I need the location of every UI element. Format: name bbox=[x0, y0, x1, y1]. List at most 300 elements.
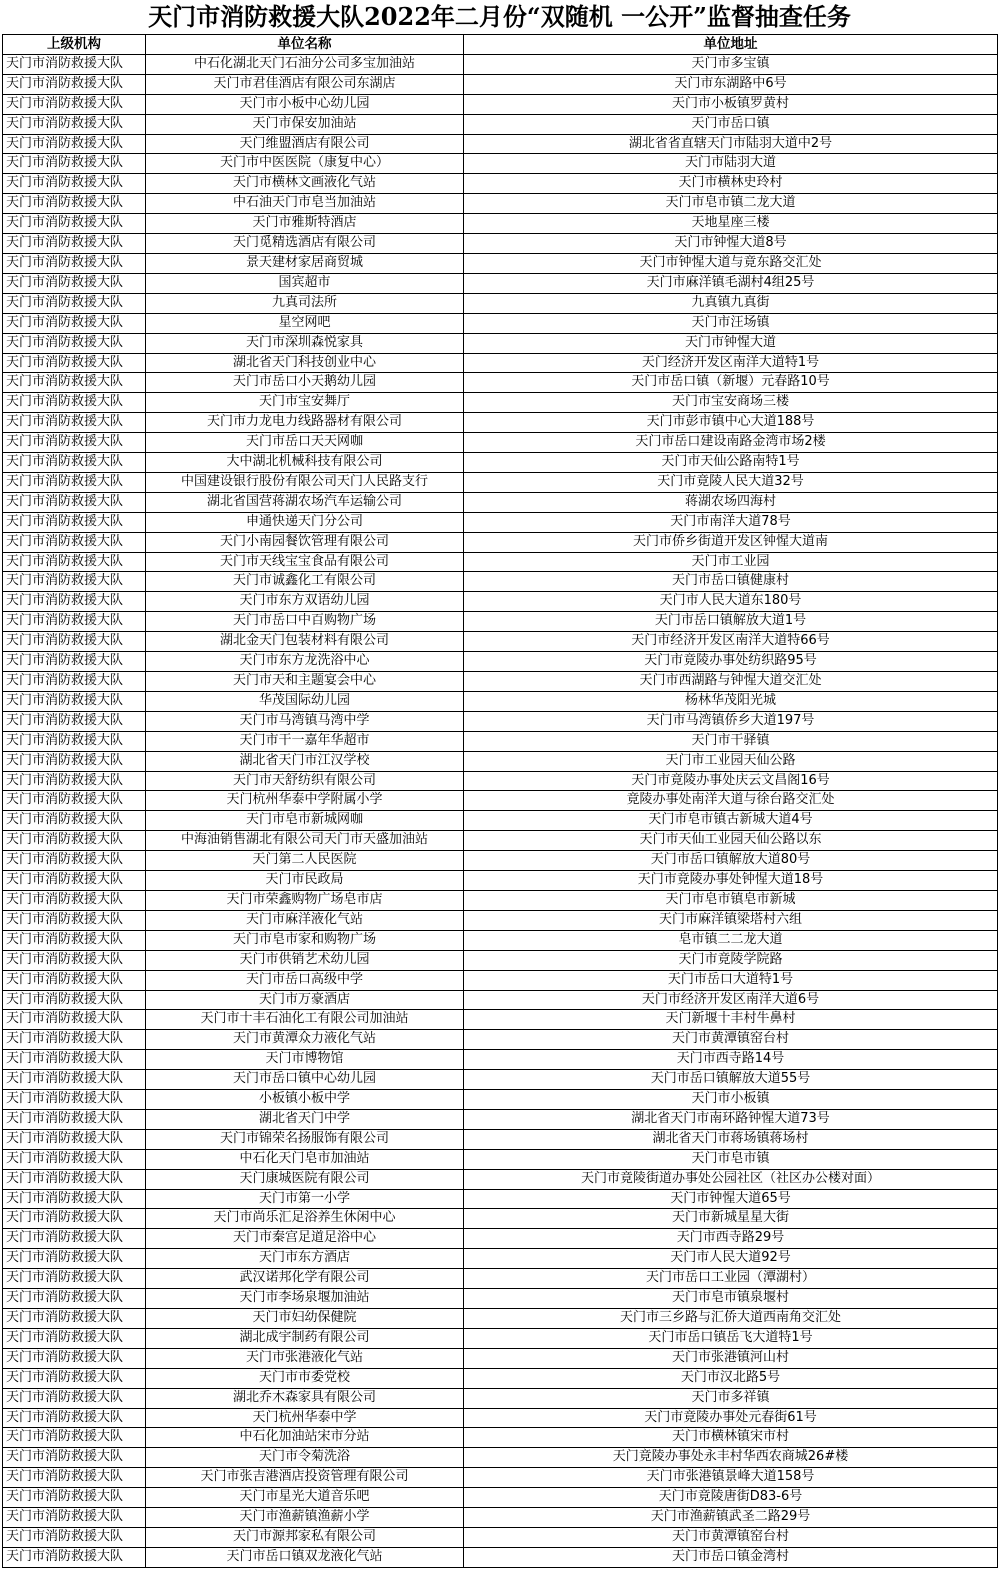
table-row bbox=[3, 930, 998, 950]
cell-parent-org: 天门市消防救援大队 bbox=[3, 532, 146, 552]
cell-unit-name: 天门市岳口天天网咖 bbox=[146, 433, 464, 453]
cell-parent-org: 天门市消防救援大队 bbox=[3, 930, 146, 950]
table-row bbox=[3, 373, 998, 393]
cell-parent-org: 天门市消防救援大队 bbox=[3, 393, 146, 413]
cell-parent-org: 天门市消防救援大队 bbox=[3, 194, 146, 214]
cell-parent-org: 天门市消防救援大队 bbox=[3, 1269, 146, 1289]
cell-unit-address: 天门市小板镇 bbox=[464, 1090, 998, 1110]
table-row bbox=[3, 413, 998, 433]
cell-unit-address: 竟陵办事处南洋大道与徐台路交汇处 bbox=[464, 791, 998, 811]
cell-parent-org: 天门市消防救援大队 bbox=[3, 273, 146, 293]
cell-unit-address: 天门市西寺路14号 bbox=[464, 1050, 998, 1070]
table-row bbox=[3, 1030, 998, 1050]
cell-unit-address: 湖北省天门市南环路钟惺大道73号 bbox=[464, 1109, 998, 1129]
cell-unit-name: 天门市诚鑫化工有限公司 bbox=[146, 572, 464, 592]
table-row bbox=[3, 731, 998, 751]
cell-unit-address: 天门市工业园 bbox=[464, 552, 998, 572]
table-row bbox=[3, 532, 998, 552]
column-header-unit-address: 单位地址 bbox=[464, 35, 998, 55]
cell-unit-name: 天门市尚乐汇足浴养生休闲中心 bbox=[146, 1209, 464, 1229]
cell-unit-name: 天门市保安加油站 bbox=[146, 114, 464, 134]
table-row bbox=[3, 1010, 998, 1030]
table-row bbox=[3, 253, 998, 273]
cell-unit-name: 天门市小板中心幼儿园 bbox=[146, 94, 464, 114]
cell-unit-address: 天门市小板镇罗黄村 bbox=[464, 94, 998, 114]
cell-parent-org: 天门市消防救援大队 bbox=[3, 512, 146, 532]
cell-unit-address: 天门市竟陵办事处纺织路95号 bbox=[464, 652, 998, 672]
table-row bbox=[3, 333, 998, 353]
cell-unit-name: 天门市岳口高级中学 bbox=[146, 970, 464, 990]
column-header-org: 上级机构 bbox=[3, 35, 146, 55]
cell-unit-address: 天门市竟陵办事处元春街61号 bbox=[464, 1408, 998, 1428]
table-row bbox=[3, 1488, 998, 1508]
cell-unit-address: 天门市彭市镇中心大道188号 bbox=[464, 413, 998, 433]
cell-unit-name: 天门市天和主题宴会中心 bbox=[146, 672, 464, 692]
cell-parent-org: 天门市消防救援大队 bbox=[3, 1229, 146, 1249]
table-row bbox=[3, 592, 998, 612]
cell-parent-org: 天门市消防救援大队 bbox=[3, 472, 146, 492]
cell-unit-address: 天地星座三楼 bbox=[464, 214, 998, 234]
cell-parent-org: 天门市消防救援大队 bbox=[3, 592, 146, 612]
cell-unit-name: 天门市市委党校 bbox=[146, 1368, 464, 1388]
cell-unit-address: 天门市三乡路与汇侨大道西南角交汇处 bbox=[464, 1309, 998, 1329]
cell-unit-address: 九真镇九真街 bbox=[464, 293, 998, 313]
cell-unit-address: 天门市钟惺大道 bbox=[464, 333, 998, 353]
cell-parent-org: 天门市消防救援大队 bbox=[3, 174, 146, 194]
table-row bbox=[3, 74, 998, 94]
cell-unit-address: 天门市皂市镇 bbox=[464, 1149, 998, 1169]
cell-unit-address: 天门市岳口镇 bbox=[464, 114, 998, 134]
cell-parent-org: 天门市消防救援大队 bbox=[3, 1169, 146, 1189]
table-row bbox=[3, 751, 998, 771]
table-row bbox=[3, 114, 998, 134]
cell-parent-org: 天门市消防救援大队 bbox=[3, 313, 146, 333]
cell-unit-name: 天门市横林文画液化气站 bbox=[146, 174, 464, 194]
cell-unit-address: 天门市钟惺大道8号 bbox=[464, 234, 998, 254]
table-row bbox=[3, 1368, 998, 1388]
cell-parent-org: 天门市消防救援大队 bbox=[3, 851, 146, 871]
table-row bbox=[3, 1189, 998, 1209]
cell-unit-address: 湖北省天门市蒋场镇蒋场村 bbox=[464, 1129, 998, 1149]
table-row bbox=[3, 492, 998, 512]
cell-unit-name: 天门市岳口小天鹅幼儿园 bbox=[146, 373, 464, 393]
table-row bbox=[3, 293, 998, 313]
cell-unit-address: 天门市钟惺大道与竟东路交汇处 bbox=[464, 253, 998, 273]
cell-parent-org: 天门市消防救援大队 bbox=[3, 1090, 146, 1110]
table-row bbox=[3, 691, 998, 711]
table-row bbox=[3, 831, 998, 851]
cell-unit-name: 国宾超市 bbox=[146, 273, 464, 293]
table-row bbox=[3, 890, 998, 910]
cell-unit-name: 天门市第一小学 bbox=[146, 1189, 464, 1209]
table-row bbox=[3, 214, 998, 234]
cell-parent-org: 天门市消防救援大队 bbox=[3, 1109, 146, 1129]
cell-parent-org: 天门市消防救援大队 bbox=[3, 811, 146, 831]
table-row bbox=[3, 1209, 998, 1229]
cell-parent-org: 天门市消防救援大队 bbox=[3, 691, 146, 711]
cell-unit-address: 天门市新城星星大街 bbox=[464, 1209, 998, 1229]
table-row bbox=[3, 1249, 998, 1269]
table-row bbox=[3, 1309, 998, 1329]
cell-unit-name: 天门市东方龙洗浴中心 bbox=[146, 652, 464, 672]
table-row bbox=[3, 1547, 998, 1567]
cell-parent-org: 天门市消防救援大队 bbox=[3, 134, 146, 154]
cell-parent-org: 天门市消防救援大队 bbox=[3, 114, 146, 134]
cell-parent-org: 天门市消防救援大队 bbox=[3, 413, 146, 433]
cell-unit-address: 天门市岳口建设南路金湾市场2楼 bbox=[464, 433, 998, 453]
table-row bbox=[3, 472, 998, 492]
cell-unit-name: 天门市星光大道音乐吧 bbox=[146, 1488, 464, 1508]
cell-unit-address: 天门市马湾镇侨乡大道197号 bbox=[464, 711, 998, 731]
cell-unit-name: 天门市秦宫足道足浴中心 bbox=[146, 1229, 464, 1249]
cell-unit-address: 天门市竟陵办事处钟惺大道18号 bbox=[464, 871, 998, 891]
cell-unit-address: 天门市岳口镇健康村 bbox=[464, 572, 998, 592]
cell-unit-name: 中国建设银行股份有限公司天门人民路支行 bbox=[146, 472, 464, 492]
cell-parent-org: 天门市消防救援大队 bbox=[3, 1488, 146, 1508]
cell-unit-address: 杨林华茂阳光城 bbox=[464, 691, 998, 711]
table-row bbox=[3, 791, 998, 811]
cell-unit-name: 天门市张港液化气站 bbox=[146, 1348, 464, 1368]
cell-unit-name: 湖北省天门中学 bbox=[146, 1109, 464, 1129]
cell-parent-org: 天门市消防救援大队 bbox=[3, 214, 146, 234]
cell-unit-address: 天门市横林史玲村 bbox=[464, 174, 998, 194]
cell-parent-org: 天门市消防救援大队 bbox=[3, 990, 146, 1010]
cell-unit-address: 天门市竟陵街道办事处公园社区（社区办公楼对面） bbox=[464, 1169, 998, 1189]
cell-parent-org: 天门市消防救援大队 bbox=[3, 373, 146, 393]
inspection-task-table bbox=[2, 34, 998, 1568]
cell-parent-org: 天门市消防救援大队 bbox=[3, 333, 146, 353]
cell-parent-org: 天门市消防救援大队 bbox=[3, 353, 146, 373]
cell-parent-org: 天门市消防救援大队 bbox=[3, 1468, 146, 1488]
cell-parent-org: 天门市消防救援大队 bbox=[3, 1129, 146, 1149]
cell-parent-org: 天门市消防救援大队 bbox=[3, 1309, 146, 1329]
cell-unit-address: 天门市汪场镇 bbox=[464, 313, 998, 333]
cell-unit-name: 天门市十丰石油化工有限公司加油站 bbox=[146, 1010, 464, 1030]
table-row bbox=[3, 1050, 998, 1070]
cell-parent-org: 天门市消防救援大队 bbox=[3, 672, 146, 692]
cell-parent-org: 天门市消防救援大队 bbox=[3, 453, 146, 473]
cell-unit-name: 湖北成宇制药有限公司 bbox=[146, 1328, 464, 1348]
cell-unit-name: 天门市令菊洗浴 bbox=[146, 1448, 464, 1468]
table-row bbox=[3, 1388, 998, 1408]
cell-unit-address: 天门市经济开发区南洋大道6号 bbox=[464, 990, 998, 1010]
cell-unit-address: 天门经济开发区南洋大道特1号 bbox=[464, 353, 998, 373]
cell-unit-address: 天门市人民大道东180号 bbox=[464, 592, 998, 612]
table-row bbox=[3, 1508, 998, 1528]
cell-parent-org: 天门市消防救援大队 bbox=[3, 632, 146, 652]
cell-unit-address: 天门市天仙公路南特1号 bbox=[464, 453, 998, 473]
cell-unit-name: 天门市麻洋液化气站 bbox=[146, 910, 464, 930]
cell-unit-name: 星空网吧 bbox=[146, 313, 464, 333]
table-row bbox=[3, 1269, 998, 1289]
cell-unit-address: 天门市麻洋镇梁塔村六组 bbox=[464, 910, 998, 930]
cell-unit-address: 天门市钟惺大道65号 bbox=[464, 1189, 998, 1209]
cell-parent-org: 天门市消防救援大队 bbox=[3, 234, 146, 254]
cell-parent-org: 天门市消防救援大队 bbox=[3, 1508, 146, 1528]
cell-unit-address: 天门市西湖路与钟惺大道交汇处 bbox=[464, 672, 998, 692]
cell-unit-address: 天门市干驿镇 bbox=[464, 731, 998, 751]
cell-unit-name: 中海油销售湖北有限公司天门市天盛加油站 bbox=[146, 831, 464, 851]
table-row bbox=[3, 771, 998, 791]
cell-unit-address: 天门市陆羽大道 bbox=[464, 154, 998, 174]
cell-parent-org: 天门市消防救援大队 bbox=[3, 1328, 146, 1348]
cell-unit-name: 天门市博物馆 bbox=[146, 1050, 464, 1070]
cell-unit-name: 申通快递天门分公司 bbox=[146, 512, 464, 532]
cell-unit-address: 天门市工业园天仙公路 bbox=[464, 751, 998, 771]
table-row bbox=[3, 1408, 998, 1428]
cell-unit-address: 天门市皂市镇泉堰村 bbox=[464, 1289, 998, 1309]
cell-unit-name: 天门市妇幼保健院 bbox=[146, 1309, 464, 1329]
cell-parent-org: 天门市消防救援大队 bbox=[3, 74, 146, 94]
cell-unit-address: 天门市皂市镇皂市新城 bbox=[464, 890, 998, 910]
cell-parent-org: 天门市消防救援大队 bbox=[3, 791, 146, 811]
table-row bbox=[3, 154, 998, 174]
cell-parent-org: 天门市消防救援大队 bbox=[3, 1348, 146, 1368]
cell-unit-name: 中石化加油站宋市分站 bbox=[146, 1428, 464, 1448]
cell-parent-org: 天门市消防救援大队 bbox=[3, 1368, 146, 1388]
cell-parent-org: 天门市消防救援大队 bbox=[3, 771, 146, 791]
cell-unit-address: 天门市岳口镇金湾村 bbox=[464, 1547, 998, 1567]
cell-parent-org: 天门市消防救援大队 bbox=[3, 94, 146, 114]
cell-unit-name: 湖北乔木森家具有限公司 bbox=[146, 1388, 464, 1408]
table-row bbox=[3, 1169, 998, 1189]
cell-unit-address: 天门市宝安商场三楼 bbox=[464, 393, 998, 413]
cell-unit-address: 天门市岳口镇岳飞大道特1号 bbox=[464, 1328, 998, 1348]
cell-unit-name: 天门市锦荣名扬服饰有限公司 bbox=[146, 1129, 464, 1149]
cell-unit-name: 天门市皂市新城网咖 bbox=[146, 811, 464, 831]
cell-unit-name: 天门维盟酒店有限公司 bbox=[146, 134, 464, 154]
table-row bbox=[3, 1468, 998, 1488]
cell-unit-address: 天门市张港镇河山村 bbox=[464, 1348, 998, 1368]
cell-unit-address: 天门市横林镇宋市村 bbox=[464, 1428, 998, 1448]
table-body bbox=[3, 54, 998, 1567]
cell-unit-name: 天门市荣鑫购物广场皂市店 bbox=[146, 890, 464, 910]
table-row bbox=[3, 174, 998, 194]
table-row bbox=[3, 1348, 998, 1368]
cell-unit-address: 天门市竟陵学院路 bbox=[464, 950, 998, 970]
table-row bbox=[3, 94, 998, 114]
table-row bbox=[3, 1090, 998, 1110]
cell-unit-address: 天门市人民大道92号 bbox=[464, 1249, 998, 1269]
cell-unit-name: 中石化湖北天门石油分公司多宝加油站 bbox=[146, 54, 464, 74]
cell-unit-name: 天门市皂市家和购物广场 bbox=[146, 930, 464, 950]
cell-unit-name: 湖北省天门市江汉学校 bbox=[146, 751, 464, 771]
cell-parent-org: 天门市消防救援大队 bbox=[3, 1527, 146, 1547]
cell-unit-address: 天门市皂市镇古新城大道4号 bbox=[464, 811, 998, 831]
table-row bbox=[3, 1289, 998, 1309]
column-header-unit-name: 单位名称 bbox=[146, 35, 464, 55]
table-row bbox=[3, 393, 998, 413]
cell-unit-address: 天门市天仙工业园天仙公路以东 bbox=[464, 831, 998, 851]
table-row bbox=[3, 433, 998, 453]
cell-parent-org: 天门市消防救援大队 bbox=[3, 950, 146, 970]
cell-unit-name: 天门市天线宝宝食品有限公司 bbox=[146, 552, 464, 572]
table-row bbox=[3, 950, 998, 970]
cell-unit-name: 九真司法所 bbox=[146, 293, 464, 313]
cell-unit-name: 中石化天门皂市加油站 bbox=[146, 1149, 464, 1169]
cell-unit-address: 天门市岳口工业园（潭湖村） bbox=[464, 1269, 998, 1289]
cell-unit-name: 天门市岳口镇中心幼儿园 bbox=[146, 1070, 464, 1090]
cell-unit-address: 天门市黄潭镇窑台村 bbox=[464, 1527, 998, 1547]
table-row bbox=[3, 1070, 998, 1090]
table-row bbox=[3, 552, 998, 572]
cell-unit-name: 景天建材家居商贸城 bbox=[146, 253, 464, 273]
cell-parent-org: 天门市消防救援大队 bbox=[3, 552, 146, 572]
table-row bbox=[3, 1149, 998, 1169]
cell-parent-org: 天门市消防救援大队 bbox=[3, 1408, 146, 1428]
table-row bbox=[3, 672, 998, 692]
table-row bbox=[3, 572, 998, 592]
cell-unit-address: 天门市竟陵唐街D83-6号 bbox=[464, 1488, 998, 1508]
cell-unit-name: 天门市君佳酒店有限公司东湖店 bbox=[146, 74, 464, 94]
cell-unit-name: 天门市中医医院（康复中心） bbox=[146, 154, 464, 174]
cell-unit-name: 湖北金天门包装材料有限公司 bbox=[146, 632, 464, 652]
cell-parent-org: 天门市消防救援大队 bbox=[3, 1249, 146, 1269]
table-row bbox=[3, 652, 998, 672]
cell-parent-org: 天门市消防救援大队 bbox=[3, 293, 146, 313]
cell-unit-address: 天门市竟陵办事处庆云文昌阁16号 bbox=[464, 771, 998, 791]
cell-parent-org: 天门市消防救援大队 bbox=[3, 871, 146, 891]
cell-unit-name: 天门市深圳森悦家具 bbox=[146, 333, 464, 353]
cell-unit-name: 天门市岳口镇双龙液化气站 bbox=[146, 1547, 464, 1567]
cell-parent-org: 天门市消防救援大队 bbox=[3, 1010, 146, 1030]
cell-parent-org: 天门市消防救援大队 bbox=[3, 731, 146, 751]
table-row bbox=[3, 234, 998, 254]
cell-unit-address: 天门市张港镇景峰大道158号 bbox=[464, 1468, 998, 1488]
table-row bbox=[3, 453, 998, 473]
table-row bbox=[3, 54, 998, 74]
cell-parent-org: 天门市消防救援大队 bbox=[3, 1289, 146, 1309]
table-row bbox=[3, 1109, 998, 1129]
cell-unit-name: 华茂国际幼儿园 bbox=[146, 691, 464, 711]
cell-unit-name: 天门市力龙电力线路器材有限公司 bbox=[146, 413, 464, 433]
cell-unit-address: 天门市南洋大道78号 bbox=[464, 512, 998, 532]
cell-unit-name: 天门市黄潭众力液化气站 bbox=[146, 1030, 464, 1050]
cell-unit-name: 天门市李场泉堰加油站 bbox=[146, 1289, 464, 1309]
cell-unit-address: 湖北省省直辖天门市陆羽大道中2号 bbox=[464, 134, 998, 154]
cell-parent-org: 天门市消防救援大队 bbox=[3, 433, 146, 453]
cell-unit-name: 天门市天舒纺织有限公司 bbox=[146, 771, 464, 791]
cell-unit-address: 天门市皂市镇二龙大道 bbox=[464, 194, 998, 214]
table-row bbox=[3, 970, 998, 990]
cell-unit-name: 天门市岳口中百购物广场 bbox=[146, 612, 464, 632]
cell-unit-address: 天门市岳口镇（新堰）元春路10号 bbox=[464, 373, 998, 393]
cell-parent-org: 天门市消防救援大队 bbox=[3, 253, 146, 273]
table-row bbox=[3, 313, 998, 333]
cell-unit-name: 武汉诺邦化学有限公司 bbox=[146, 1269, 464, 1289]
cell-unit-address: 天门市侨乡街道开发区钟惺大道南 bbox=[464, 532, 998, 552]
cell-unit-name: 湖北省国营蒋湖农场汽车运输公司 bbox=[146, 492, 464, 512]
cell-unit-name: 天门市雅斯特酒店 bbox=[146, 214, 464, 234]
cell-unit-address: 天门市麻洋镇毛湖村4组25号 bbox=[464, 273, 998, 293]
cell-unit-address: 天门市岳口镇解放大道80号 bbox=[464, 851, 998, 871]
table-row bbox=[3, 273, 998, 293]
cell-unit-name: 天门市东方酒店 bbox=[146, 1249, 464, 1269]
table-row bbox=[3, 194, 998, 214]
cell-unit-address: 天门市经济开发区南洋大道特66号 bbox=[464, 632, 998, 652]
cell-unit-address: 天门市渔薪镇武圣二路29号 bbox=[464, 1508, 998, 1528]
cell-parent-org: 天门市消防救援大队 bbox=[3, 970, 146, 990]
cell-unit-address: 天门市汉北路5号 bbox=[464, 1368, 998, 1388]
cell-parent-org: 天门市消防救援大队 bbox=[3, 711, 146, 731]
cell-parent-org: 天门市消防救援大队 bbox=[3, 1547, 146, 1567]
cell-unit-name: 天门市万豪酒店 bbox=[146, 990, 464, 1010]
table-row bbox=[3, 1328, 998, 1348]
cell-unit-name: 天门市渔薪镇渔薪小学 bbox=[146, 1508, 464, 1528]
cell-parent-org: 天门市消防救援大队 bbox=[3, 1209, 146, 1229]
cell-unit-address: 天门市东湖路中6号 bbox=[464, 74, 998, 94]
cell-unit-name: 中石油天门市皂当加油站 bbox=[146, 194, 464, 214]
cell-unit-name: 天门市源邦家私有限公司 bbox=[146, 1527, 464, 1547]
cell-parent-org: 天门市消防救援大队 bbox=[3, 612, 146, 632]
cell-parent-org: 天门市消防救援大队 bbox=[3, 54, 146, 74]
cell-unit-address: 天门市岳口镇解放大道1号 bbox=[464, 612, 998, 632]
cell-unit-name: 天门市宝安舞厅 bbox=[146, 393, 464, 413]
cell-unit-address: 皂市镇二二龙大道 bbox=[464, 930, 998, 950]
table-row bbox=[3, 1229, 998, 1249]
table-row bbox=[3, 632, 998, 652]
cell-unit-address: 蒋湖农场四海村 bbox=[464, 492, 998, 512]
cell-unit-address: 天门竟陵办事处永丰村华西农商城26#楼 bbox=[464, 1448, 998, 1468]
table-row bbox=[3, 134, 998, 154]
cell-parent-org: 天门市消防救援大队 bbox=[3, 1428, 146, 1448]
table-row bbox=[3, 851, 998, 871]
cell-unit-name: 湖北省天门科技创业中心 bbox=[146, 353, 464, 373]
cell-unit-name: 天门市张吉港酒店投资管理有限公司 bbox=[146, 1468, 464, 1488]
cell-unit-name: 天门市供销艺术幼儿园 bbox=[146, 950, 464, 970]
cell-unit-name: 天门市干一嘉年华超市 bbox=[146, 731, 464, 751]
cell-unit-name: 天门觅精选酒店有限公司 bbox=[146, 234, 464, 254]
cell-unit-name: 天门市马湾镇马湾中学 bbox=[146, 711, 464, 731]
table-row bbox=[3, 612, 998, 632]
cell-parent-org: 天门市消防救援大队 bbox=[3, 1189, 146, 1209]
cell-parent-org: 天门市消防救援大队 bbox=[3, 1050, 146, 1070]
cell-parent-org: 天门市消防救援大队 bbox=[3, 1149, 146, 1169]
table-row bbox=[3, 512, 998, 532]
table-row bbox=[3, 871, 998, 891]
cell-parent-org: 天门市消防救援大队 bbox=[3, 751, 146, 771]
cell-unit-name: 天门市民政局 bbox=[146, 871, 464, 891]
cell-unit-address: 天门市西寺路29号 bbox=[464, 1229, 998, 1249]
table-row bbox=[3, 1129, 998, 1149]
table-row bbox=[3, 353, 998, 373]
table-row bbox=[3, 711, 998, 731]
cell-parent-org: 天门市消防救援大队 bbox=[3, 492, 146, 512]
cell-unit-name: 天门第二人民医院 bbox=[146, 851, 464, 871]
cell-unit-address: 天门市岳口大道特1号 bbox=[464, 970, 998, 990]
cell-unit-name: 大中湖北机械科技有限公司 bbox=[146, 453, 464, 473]
cell-unit-name: 天门杭州华泰中学 bbox=[146, 1408, 464, 1428]
cell-parent-org: 天门市消防救援大队 bbox=[3, 910, 146, 930]
cell-parent-org: 天门市消防救援大队 bbox=[3, 154, 146, 174]
cell-unit-name: 小板镇小板中学 bbox=[146, 1090, 464, 1110]
table-row bbox=[3, 811, 998, 831]
table-row bbox=[3, 1428, 998, 1448]
cell-parent-org: 天门市消防救援大队 bbox=[3, 1388, 146, 1408]
cell-parent-org: 天门市消防救援大队 bbox=[3, 890, 146, 910]
cell-unit-address: 天门市竟陵人民大道32号 bbox=[464, 472, 998, 492]
cell-unit-name: 天门杭州华泰中学附属小学 bbox=[146, 791, 464, 811]
cell-parent-org: 天门市消防救援大队 bbox=[3, 652, 146, 672]
cell-unit-name: 天门市东方双语幼儿园 bbox=[146, 592, 464, 612]
cell-parent-org: 天门市消防救援大队 bbox=[3, 831, 146, 851]
cell-parent-org: 天门市消防救援大队 bbox=[3, 1030, 146, 1050]
cell-unit-name: 天门康城医院有限公司 bbox=[146, 1169, 464, 1189]
cell-unit-address: 天门市岳口镇解放大道55号 bbox=[464, 1070, 998, 1090]
table-row bbox=[3, 910, 998, 930]
cell-unit-address: 天门市黄潭镇窑台村 bbox=[464, 1030, 998, 1050]
table-row bbox=[3, 1448, 998, 1468]
